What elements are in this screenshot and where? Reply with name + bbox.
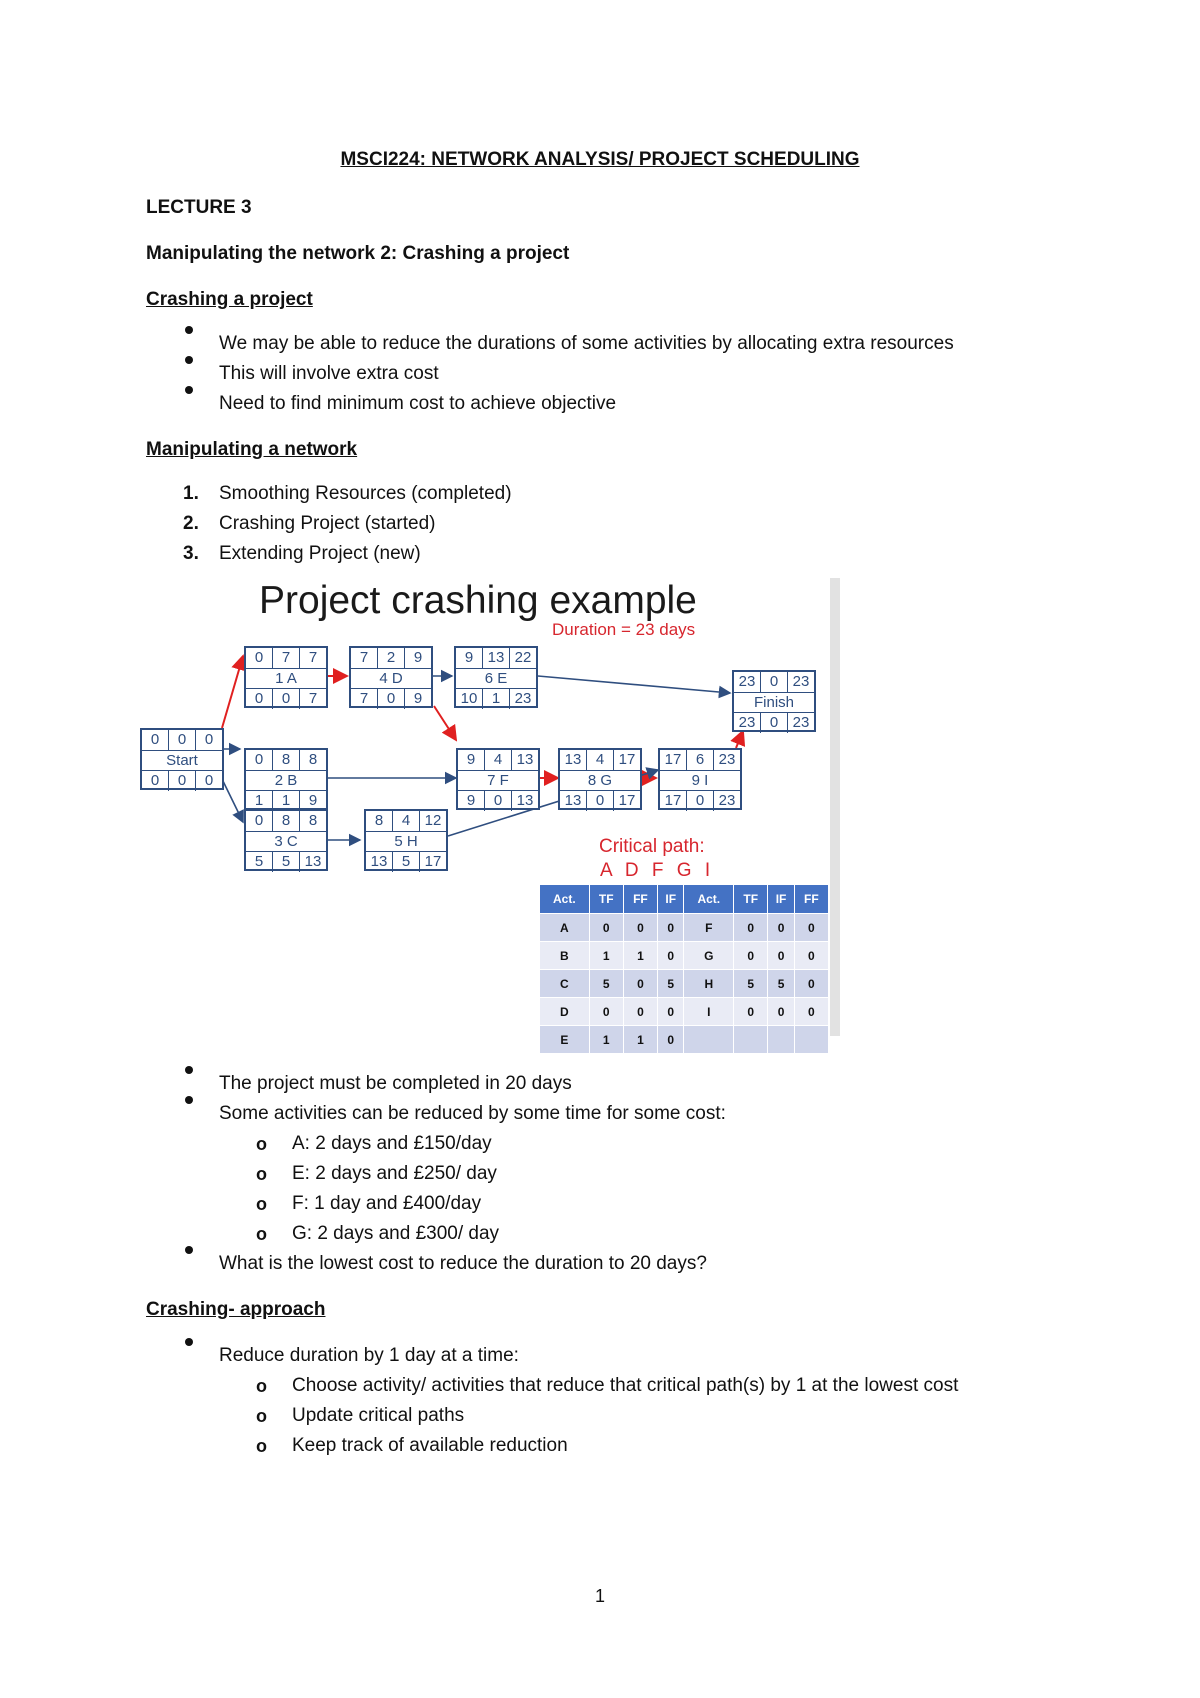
sub-bullet-marker: o xyxy=(256,1436,267,1456)
table-header-cell: FF xyxy=(794,885,828,914)
arrow-i-finish xyxy=(736,731,743,748)
table-header-cell: FF xyxy=(623,885,657,914)
requirement-question: What is the lowest cost to reduce the duration to 20 days? xyxy=(219,1253,707,1274)
arrow-e-finish xyxy=(538,676,730,693)
sub-bullet-marker: o xyxy=(256,1376,267,1396)
document-title: MSCI224: NETWORK ANALYSIS/ PROJECT SCHEDULING xyxy=(340,149,860,170)
bullet-icon xyxy=(185,386,193,394)
crashing-bullet-3: Need to find minimum cost to achieve objective xyxy=(219,393,617,414)
approach-step-3: Keep track of available reduction xyxy=(292,1435,568,1456)
table-header-cell: Act. xyxy=(540,885,590,914)
manipulating-item-2: Crashing Project (started) xyxy=(219,513,436,534)
table-header-row xyxy=(540,885,829,914)
sub-bullet-marker: o xyxy=(256,1164,267,1184)
manipulating-item-1: Smoothing Resources (completed) xyxy=(219,483,512,504)
node-d: 7 2 9 4 D 7 0 9 xyxy=(349,646,433,708)
duration-label: Duration = 23 days xyxy=(552,620,696,639)
approach-heading: Crashing- approach xyxy=(146,1299,326,1320)
list-number: 2. xyxy=(183,513,199,534)
node-a: 0 7 7 1 A 0 0 7 xyxy=(244,646,328,708)
table-header-cell: TF xyxy=(589,885,623,914)
table-row: B 1 1 0 G 0 0 0 xyxy=(540,942,829,970)
table-row: E 1 1 0 xyxy=(540,1026,829,1054)
sub-bullet-marker: o xyxy=(256,1134,267,1154)
node-e: 9 13 22 6 E 10 1 23 xyxy=(454,646,538,708)
manipulating-item-3: Extending Project (new) xyxy=(219,543,421,564)
bullet-icon xyxy=(185,1096,193,1104)
manipulating-heading: Manipulating a network xyxy=(146,439,358,460)
table-header-cell: Act. xyxy=(684,885,734,914)
node-b: 0 8 8 2 B 1 1 9 xyxy=(244,748,328,810)
crashing-bullet-1: We may be able to reduce the durations of some activities by allocating extra resources xyxy=(219,333,954,354)
bullet-icon xyxy=(185,1338,193,1346)
activity-reduction-a: A: 2 days and £150/day xyxy=(292,1133,492,1154)
requirement-bullet-1: The project must be completed in 20 days xyxy=(219,1073,572,1094)
activity-reduction-g: G: 2 days and £300/ day xyxy=(292,1223,500,1244)
critical-path-activities: A D F G I xyxy=(600,860,715,881)
requirement-bullet-2: Some activities can be reduced by some time for some cost: xyxy=(219,1103,726,1124)
node-i: 17 6 23 9 I 17 0 23 xyxy=(658,748,742,810)
node-c: 0 8 8 3 C 5 5 13 xyxy=(244,809,328,871)
approach-bullet: Reduce duration by 1 day at a time: xyxy=(219,1345,519,1366)
bullet-icon xyxy=(185,1066,193,1074)
arrow-d-f xyxy=(434,706,456,740)
node-g: 13 4 17 8 G 13 0 17 xyxy=(558,748,642,810)
node-finish: 23 0 23 Finish 23 0 23 xyxy=(732,670,816,732)
project-network-diagram xyxy=(146,578,840,1047)
approach-step-1: Choose activity/ activities that reduce that critical path(s) by 1 at the lowest cost xyxy=(292,1375,959,1396)
bullet-icon xyxy=(185,1246,193,1254)
activity-reduction-e: E: 2 days and £250/ day xyxy=(292,1163,497,1184)
node-h: 8 4 12 5 H 13 5 17 xyxy=(364,809,448,871)
node-f: 9 4 13 7 F 9 0 13 xyxy=(456,748,540,810)
activity-reduction-f: F: 1 day and £400/day xyxy=(292,1193,482,1214)
list-number: 1. xyxy=(183,483,199,504)
sub-bullet-marker: o xyxy=(256,1194,267,1214)
crashing-heading: Crashing a project xyxy=(146,289,313,310)
table-header-cell: IF xyxy=(768,885,794,914)
critical-path-label: Critical path: xyxy=(599,836,705,857)
arrow-start-c xyxy=(222,779,243,822)
lecture-label: LECTURE 3 xyxy=(146,197,252,218)
table-header-cell: IF xyxy=(658,885,684,914)
table-row: C 5 0 5 H 5 5 0 xyxy=(540,970,829,998)
float-table xyxy=(539,884,829,1054)
table-row: A 0 0 0 F 0 0 0 xyxy=(540,914,829,942)
list-number: 3. xyxy=(183,543,199,564)
crashing-bullet-2: This will involve extra cost xyxy=(219,363,439,384)
sub-bullet-marker: o xyxy=(256,1406,267,1426)
sub-bullet-marker: o xyxy=(256,1224,267,1244)
approach-step-2: Update critical paths xyxy=(292,1405,465,1426)
bullet-icon xyxy=(185,356,193,364)
table-header-cell: TF xyxy=(734,885,768,914)
section-title: Manipulating the network 2: Crashing a project xyxy=(146,243,570,264)
table-row: D 0 0 0 I 0 0 0 xyxy=(540,998,829,1026)
diagram-title: Project crashing example xyxy=(259,579,697,622)
node-start: 0 0 0 Start 0 0 0 xyxy=(140,728,224,790)
bullet-icon xyxy=(185,326,193,334)
arrow-start-a xyxy=(222,656,243,728)
page-number: 1 xyxy=(594,1586,605,1606)
